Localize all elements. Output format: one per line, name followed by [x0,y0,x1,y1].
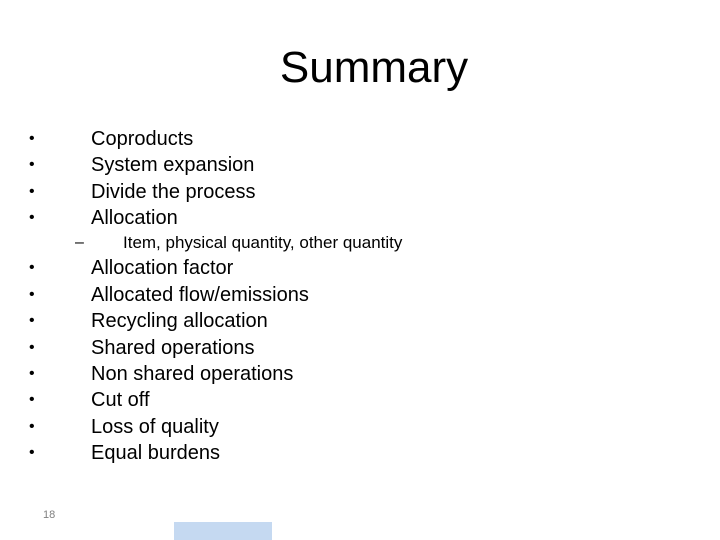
list-item [0,335,720,361]
list-item-text: Coproducts [91,128,194,150]
list-item-text: Loss of quality [91,416,219,438]
bullet-icon: • [29,156,35,173]
list-item [0,387,720,413]
bullet-icon: • [29,365,35,382]
list-item-text: Divide the process [91,181,256,203]
footer-bar [174,522,272,540]
list-item [0,361,720,387]
list-item [0,440,720,466]
bullet-icon: • [29,130,35,147]
list-item [0,282,720,308]
sub-list-item [0,232,720,254]
bullet-icon: • [29,312,35,329]
list-item [0,152,720,178]
list-item [0,414,720,440]
list-item [0,255,720,281]
list-item [0,205,720,231]
sub-list-item-text: Item, physical quantity, other quantity [123,233,403,252]
bullet-icon: • [29,339,35,356]
list-item-text: Shared operations [91,337,255,359]
list-item-text: Allocation factor [91,257,234,279]
bullet-icon: • [29,391,35,408]
list-item-text: Allocation [91,207,178,229]
page-number: 18 [43,509,56,521]
bullet-icon: • [29,209,35,226]
list-item-text: Recycling allocation [91,310,268,332]
slide-title: Summary [279,43,469,92]
list-item [0,179,720,205]
list-item-text: System expansion [91,154,255,176]
bullet-icon: • [29,418,35,435]
bullet-icon: • [29,444,35,461]
list-item [0,308,720,334]
list-item [0,126,720,152]
list-item-text: Allocated flow/emissions [91,284,309,306]
bullet-icon: • [29,183,35,200]
bullet-icon: • [29,286,35,303]
list-item-text: Equal burdens [91,442,220,464]
list-item-text: Non shared operations [91,363,294,385]
dash-icon: – [75,234,84,251]
bullet-icon: • [29,259,35,276]
list-item-text: Cut off [91,389,150,411]
